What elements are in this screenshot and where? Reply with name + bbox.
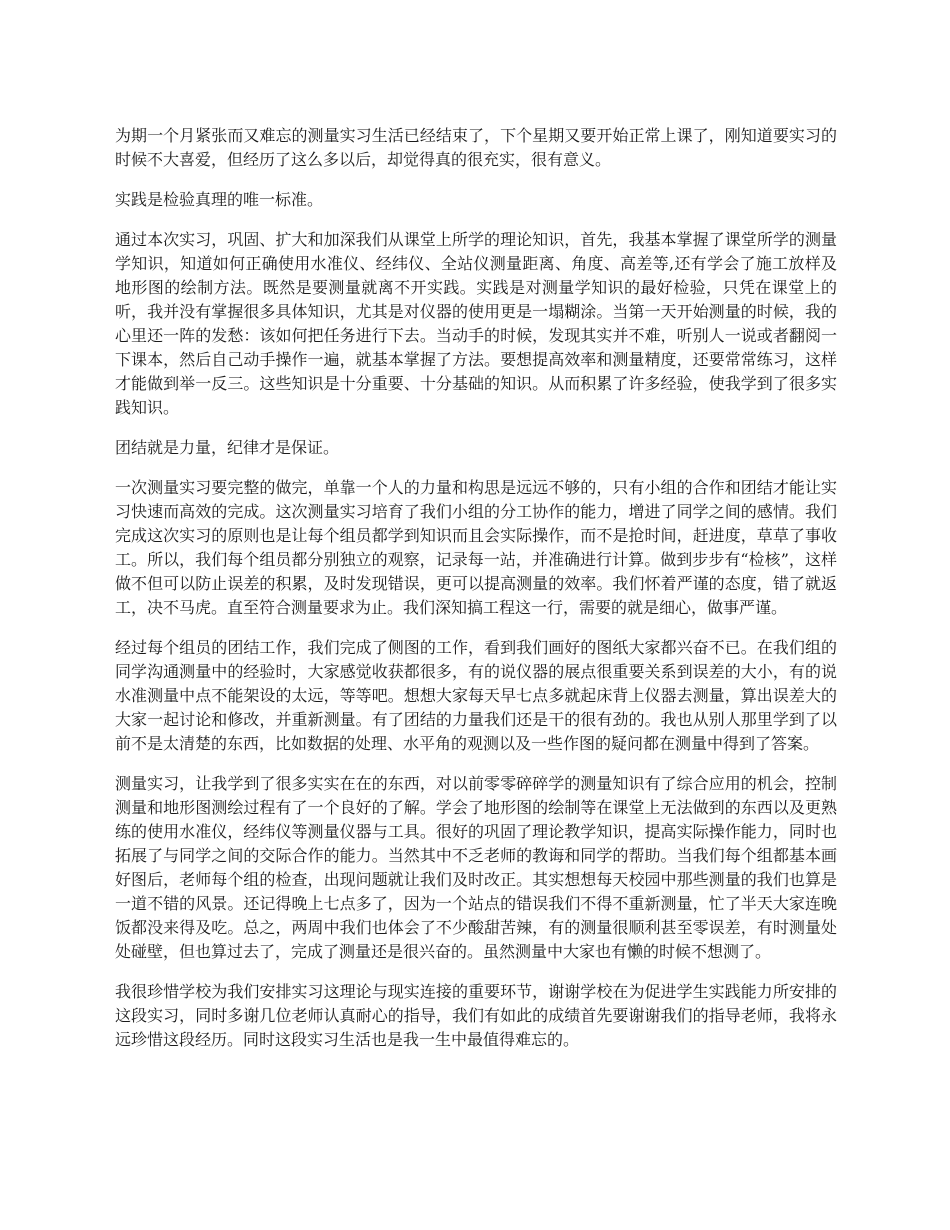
paragraph-thanks: 我很珍惜学校为我们安排实习这理论与现实连接的重要环节，谢谢学校在为促进学生实践能力所安排的这段实习，同时多谢几位老师认真耐心的指导，我们有如此的成绩首先要谢谢我们的指导老师，我将永远珍惜这段经历。同时这段实习生活也是我一生中最值得难忘的。 xyxy=(115,982,837,1049)
paragraph-group-work: 经过每个组员的团结工作，我们完成了侧图的工作，看到我们画好的图纸大家都兴奋不已。在我们组的同学沟通测量中的经验时，大家感觉收获都很多，有的说仪器的展点很重要关系到误差的大小，有的说水准测量中点不能架设的太远，等等吧。想想大家每天早七点多就起床背上仪器去测量，算出误差大的大家一起讨论和修改，并重新测量。有了团结的力量我们还是干的很有劲的。我也从别人那里学到了以前不是太清楚的东西，比如数据的处理、水平角的观测以及一些作图的疑问都在测量中得到了答案。 xyxy=(115,638,837,753)
document-body xyxy=(115,124,837,1068)
paragraph-knowledge: 通过本次实习，巩固、扩大和加深我们从课堂上所学的理论知识，首先，我基本掌握了课堂所学的测量学知识，知道如何正确使用水准仪、经纬仪、全站仪测量距离、角度、高差等,还有学会了施工放样及地形图的绘制方法。既然是要测量就离不开实践。实践是对测量学知识的最好检验，只凭在课堂上的听，我并没有掌握很多具体知识，尤其是对仪器的使用更是一塌糊涂。当第一天开始测量的时候，我的心里还一阵的发愁：该如何把任务进行下去。当动手的时候，发现其实并不难，听别人一说或者翻阅一下课本，然后自己动手操作一遍，就基本掌握了方法。要想提高效率和测量精度，还要常常练习，这样才能做到举一反三。这些知识是十分重要、十分基础的知识。从而积累了许多经验，使我学到了很多实践知识。 xyxy=(115,230,837,417)
paragraph-heading-practice: 实践是检验真理的唯一标准。 xyxy=(115,190,324,209)
paragraph-gains: 测量实习，让我学到了很多实实在在的东西，对以前零零碎碎学的测量知识有了综合应用的机会，控制测量和地形图测绘过程有了一个良好的了解。学会了地形图的绘制等在课堂上无法做到的东西以及更熟练的使用水准仪，经纬仪等测量仪器与工具。很好的巩固了理论教学知识，提高实际操作能力，同时也拓展了与同学之间的交际合作的能力。当然其中不乏老师的教诲和同学的帮助。当我们每个组都基本画好图后，老师每个组的检查，出现问题就让我们及时改正。其实想想每天校园中那些测量的我们也算是一道不错的风景。还记得晚上七点多了，因为一个站点的错误我们不得不重新测量，忙了半天大家连晚饭都没来得及吃。总之，两周中我们也体会了不少酸甜苦辣，有的测量很顺利甚至零误差，有时测量处处碰壁，但也算过去了，完成了测量还是很兴奋的。虽然测量中大家也有懒的时候不想测了。 xyxy=(115,774,837,961)
paragraph-teamwork: 一次测量实习要完整的做完，单靠一个人的力量和构思是远远不够的，只有小组的合作和团结才能让实习快速而高效的完成。这次测量实习培育了我们小组的分工协作的能力，增进了同学之间的感情。我们完成这次实习的原则也是让每个组员都学到知识而且会实际操作，而不是抢时间，赶进度，草草了事收工。所以，我们每个组员都分别独立的观察，记录每一站，并准确进行计算。做到步步有“检核”，这样做不但可以防止误差的积累，及时发现错误，更可以提高测量的效率。我们怀着严谨的态度，错了就返工，决不马虎。直至符合测量要求为止。我们深知搞工程这一行，需要的就是细心，做事严谨。 xyxy=(115,478,837,617)
paragraph-heading-unity: 团结就是力量，纪律才是保证。 xyxy=(115,438,340,457)
paragraph-intro: 为期一个月紧张而又难忘的测量实习生活已经结束了，下个星期又要开始正常上课了，刚知道要实习的时候不大喜爱，但经历了这么多以后，却觉得真的很充实，很有意义。 xyxy=(115,126,837,169)
